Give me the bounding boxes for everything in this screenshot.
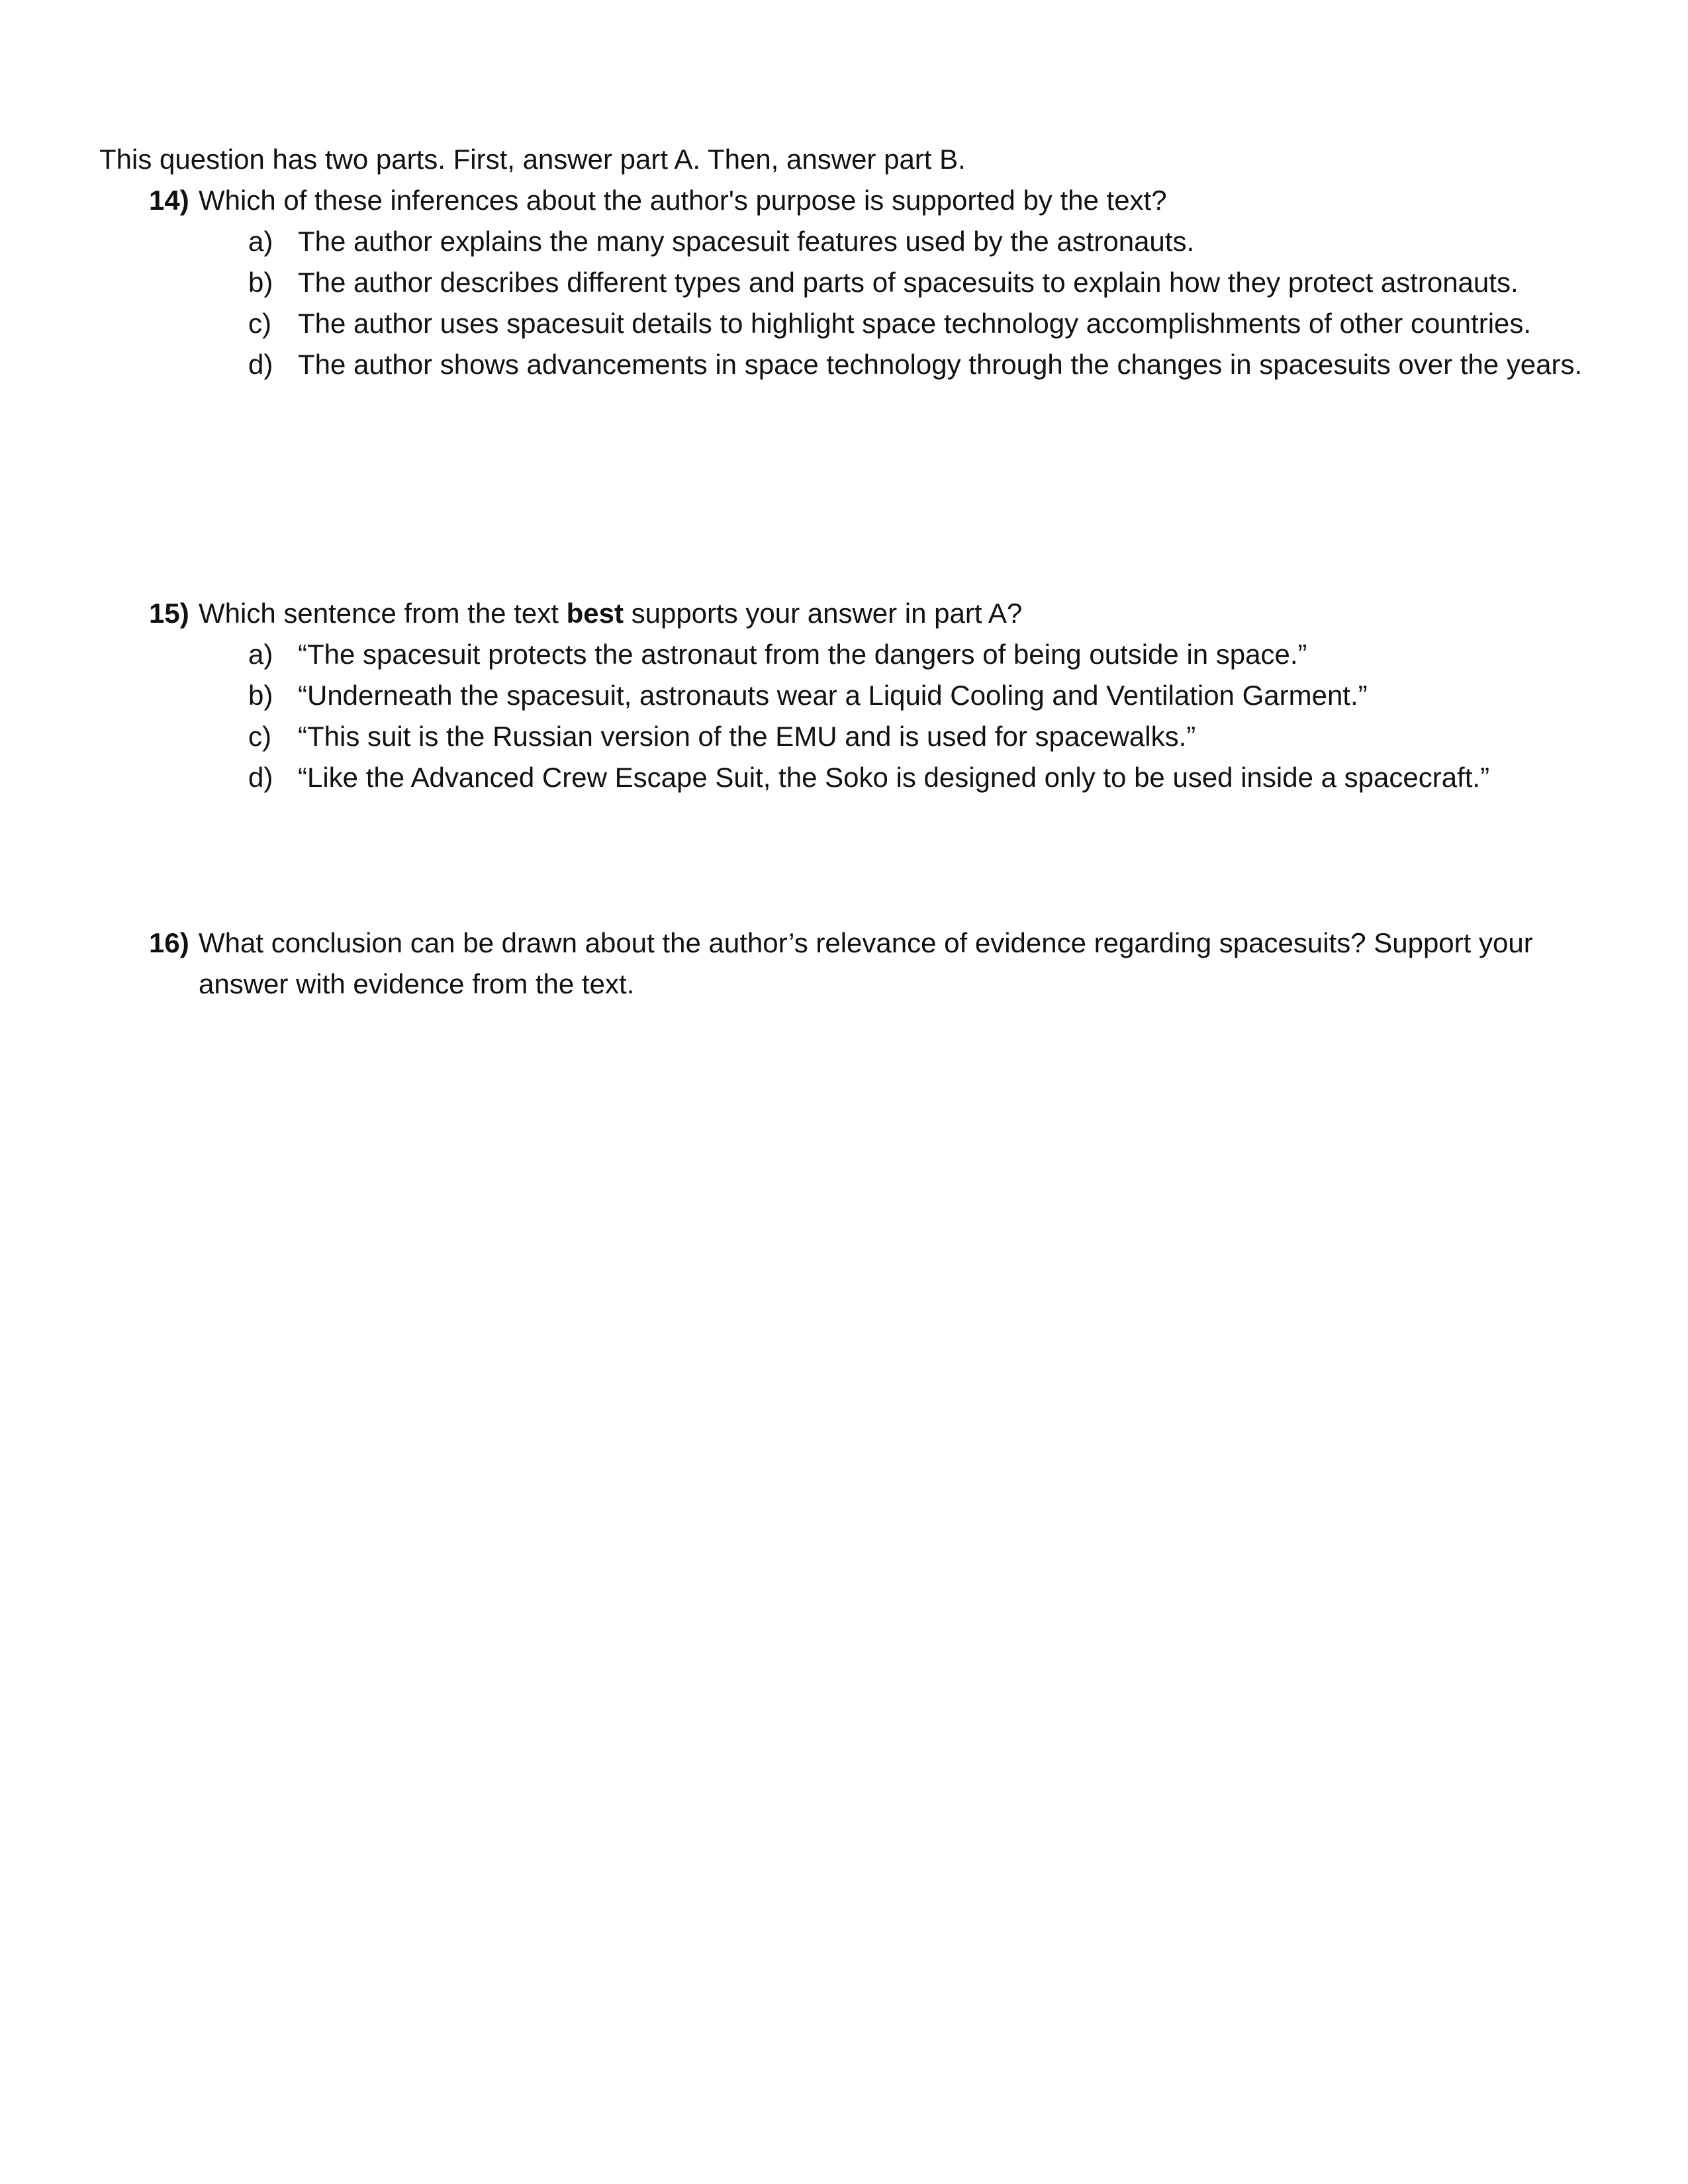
option-letter: b) xyxy=(248,267,273,298)
answer-options xyxy=(149,634,1605,798)
option-letter: c) xyxy=(248,308,271,339)
option-text: “Underneath the spacesuit, astronauts wear a Liquid Cooling and Ventilation Garment.” xyxy=(298,680,1368,711)
option-text: The author explains the many spacesuit features used by the astronauts. xyxy=(298,226,1195,257)
option-letter: b) xyxy=(248,680,273,711)
answer-option-b[interactable] xyxy=(149,675,1605,716)
option-text: The author describes different types and parts of spacesuits to explain how they protect astronauts. xyxy=(298,267,1519,298)
question-number: 14) xyxy=(149,185,189,216)
answer-option-c[interactable] xyxy=(149,716,1605,757)
option-letter: c) xyxy=(248,721,271,752)
question-14 xyxy=(149,180,1605,385)
question-15 xyxy=(149,593,1605,798)
question-stem: Which of these inferences about the author's purpose is supported by the text? xyxy=(199,185,1167,216)
option-text: “Like the Advanced Crew Escape Suit, the Soko is designed only to be used inside a spacecraft.” xyxy=(298,762,1490,793)
question-stem-row xyxy=(149,923,1605,1005)
option-text: The author uses spacesuit details to highlight space technology accomplishments of other countries. xyxy=(298,308,1532,339)
option-letter: d) xyxy=(248,762,273,793)
question-stem-end: supports your answer in part A? xyxy=(623,598,1023,629)
option-letter: d) xyxy=(248,349,273,380)
question-16 xyxy=(149,923,1605,1005)
question-number: 16) xyxy=(149,927,189,958)
question-stem-start: Which sentence from the text xyxy=(199,598,567,629)
option-text: The author shows advancements in space technology through the changes in spacesuits over the years. xyxy=(298,349,1583,380)
question-stem xyxy=(199,598,1022,629)
question-number: 15) xyxy=(149,598,189,629)
answer-option-d[interactable] xyxy=(149,757,1605,798)
option-text: “This suit is the Russian version of the EMU and is used for spacewalks.” xyxy=(298,721,1196,752)
question-stem: What conclusion can be drawn about the author’s relevance of evidence regarding spacesuits? Support your answer with evidence from the text. xyxy=(199,927,1533,999)
answer-option-a[interactable] xyxy=(149,221,1605,262)
instructions-text: This question has two parts. First, answer part A. Then, answer part B. xyxy=(99,144,966,175)
option-letter: a) xyxy=(248,639,273,670)
question-stem-row xyxy=(149,180,1605,221)
option-text: “The spacesuit protects the astronaut from the dangers of being outside in space.” xyxy=(298,639,1307,670)
answer-option-d[interactable] xyxy=(149,344,1605,385)
answer-options xyxy=(149,221,1605,385)
answer-option-c[interactable] xyxy=(149,303,1605,344)
option-letter: a) xyxy=(248,226,273,257)
answer-option-b[interactable] xyxy=(149,262,1605,303)
question-stem-emphasis: best xyxy=(566,598,624,629)
question-stem-row xyxy=(149,593,1605,634)
answer-option-a[interactable] xyxy=(149,634,1605,675)
